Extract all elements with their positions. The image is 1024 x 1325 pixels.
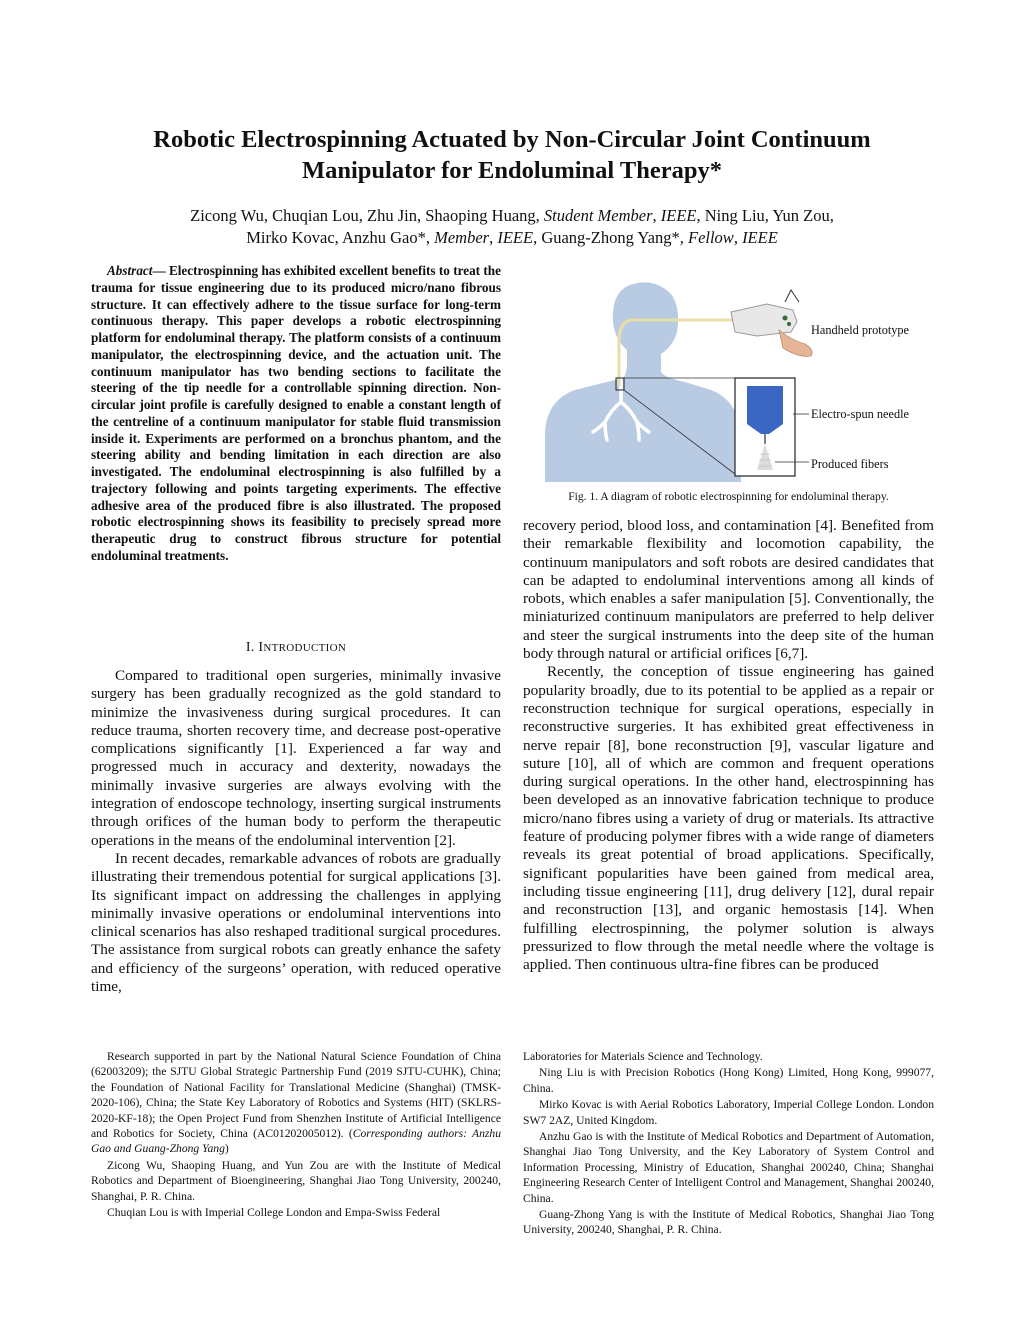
author-list xyxy=(100,205,924,249)
author-names: , Guang-Zhong Yang*, xyxy=(533,228,688,247)
figure-illustration xyxy=(535,282,935,487)
section-initial: I xyxy=(258,640,264,655)
footnote-funding xyxy=(91,1049,501,1157)
footnote-text: Research supported in part by the National Natural Science Foundation of China (62003209); the SJTU Global Strategic Partnership Fund (2019 SJTU-CUHK), China; the Foundation of National Facility for Translational Medicine (Shanghai) (TMSK-2020-106), China; the State Key Laboratory of Robotics and Systems (HIT) (SKLRS-2020-KF-18); the Open Project Fund from Shenzhen Institute of Artificial Intelligence and Robotics for Society, China (AC01202005012). ( xyxy=(91,1050,501,1141)
author-role: Fellow xyxy=(687,228,734,247)
abstract xyxy=(91,263,501,565)
footnotes-left xyxy=(91,1049,501,1221)
footnote: Guang-Zhong Yang is with the Institute of Medical Robotics, Shanghai Jiao Tong University, 200240, Shanghai, P. R. China. xyxy=(523,1208,934,1237)
right-body-text xyxy=(523,517,934,974)
section-number: I. xyxy=(245,640,259,655)
author-ieee: IEEE xyxy=(742,228,778,247)
paragraph: Compared to traditional open surgeries, minimally invasive surgery has been gradually recognized as the gold standard to minimize the invasiveness during surgical procedures. It can reduce trauma, shorten recovery time, and decrease post-operative complications significantly [1]. Experienced a far way and progressed much in accuracy and dexterity, nowadays the minimally invasive surgeries are always evolving with the integration of endoscope technology, inserting surgical instruments through orifices of the human body to perform the therapeutic operations in the means of the endoluminal intervention [2]. xyxy=(91,667,501,849)
footnote: Ning Liu is with Precision Robotics (Hong Kong) Limited, Hong Kong, 999077, China. xyxy=(523,1066,934,1095)
paragraph: recovery period, blood loss, and contamination [4]. Benefited from their remarkable flexibility and locomotion capability, the continuum manipulators and soft robots are desired candidates that can be adapted to endoluminal interventions among all kinds of robots, which enables a safer manipulation [5]. Conventionally, the miniaturized continuum manipulators are preferred to help deliver and steer the surgical instruments into the deep site of the human body through natural or artificial orifices [6,7]. xyxy=(523,517,934,663)
handheld-prototype xyxy=(731,290,812,356)
human-silhouette xyxy=(545,282,741,482)
figure-1 xyxy=(535,282,935,487)
abstract-text: — Electrospinning has exhibited excellent benefits to treat the trauma for tissue engineering due to its produced micro/nano fibrous structure. It can effectively adhere to the tissue surface for long-term continuous therapy. This paper develops a robotic electrospinning platform for endoluminal therapy. The platform consists of a continuum manipulator, the electrospinning device, and the actuation unit. The continuum manipulator has two bending sections to facilitate the steering of the tip needle for a controllable spinning direction. Non-circular joint profile is carefully designed to enable a constant length of the centreline of a continuum manipulator for stable fluid transmission inside it. Experiments are performed on a bronchus phantom, and the steering ability and bending limitation in each direction are also investigated. The endoluminal electrospinning is also fulfilled by a trajectory following and points targeting experiments. The effective adhesive area of the produced fibre is also illustrated. The proposed robotic electrospinning shows its feasibility to precisely spread more therapeutic drug to construct fibrous structure for potential endoluminal treatments. xyxy=(91,263,501,563)
section-rest: NTRODUCTION xyxy=(263,642,347,654)
author-sep: , xyxy=(489,228,498,247)
author-ieee: IEEE xyxy=(497,228,534,247)
author-role: Student Member xyxy=(543,206,653,225)
paper-title: Robotic Electrospinning Actuated by Non-Circular Joint Continuum Manipulator for Endoluminal Therapy* xyxy=(153,126,871,184)
footnote: Zicong Wu, Shaoping Huang, and Yun Zou are with the Institute of Medical Robotics and Department of Bioengineering, Shanghai Jiao Tong University, 200240, Shanghai, P. R. China. xyxy=(91,1158,501,1203)
author-names: Zicong Wu, Chuqian Lou, Zhu Jin, Shaoping Huang, xyxy=(190,206,544,225)
section-heading-introduction xyxy=(91,640,501,656)
author-ieee: IEEE xyxy=(660,206,697,225)
label-produced-fibers: Produced fibers xyxy=(811,457,889,471)
author-line-2 xyxy=(100,227,924,249)
footnotes-right xyxy=(523,1049,934,1239)
author-line-1 xyxy=(100,205,924,227)
footnote: Anzhu Gao is with the Institute of Medical Robotics and Department of Automation, Shanghai Jiao Tong University, and the Key Laboratory of System Control and Information Processing, Ministry of Education, Shanghai 200240, China; Shanghai Engineering Research Center of Intelligent Control and Management, Shanghai 200240, China. xyxy=(523,1130,934,1205)
author-sep: , xyxy=(733,228,743,247)
label-handheld-prototype: Handheld prototype xyxy=(811,323,910,337)
author-names: Mirko Kovac, Anzhu Gao*, xyxy=(246,228,435,247)
footnote: Mirko Kovac is with Aerial Robotics Laboratory, Imperial College London. London SW7 2AZ, United Kingdom. xyxy=(523,1098,934,1127)
figure-caption: Fig. 1. A diagram of robotic electrospinning for endoluminal therapy. xyxy=(568,490,889,503)
footnote: Laboratories for Materials Science and Technology. xyxy=(523,1050,763,1063)
author-names: , Ning Liu, Yun Zou, xyxy=(696,206,834,225)
label-electro-spun-needle: Electro-spun needle xyxy=(811,407,909,421)
left-body-text xyxy=(91,667,501,996)
needle-reservoir xyxy=(747,386,783,424)
paragraph: Recently, the conception of tissue engineering has gained popularity broadly, due to its potential to be applied as a repair or reconstruction technique for surgical operations, especially in reconstructive surgeries. It has exhibited great effectiveness in nerve repair [8], bone reconstruction [9], vascular ligature and suture [10], all of which are common and frequent operations during surgical operations. In the other hand, electrospinning has been developed as an innovative fabrication technique to produce micro/nano fibres using a variety of drug or materials. Its attractive feature of producing polymer fibres with a wide range of diameters reveals its great potential of broad applications. Specifically, significant popularities have been gained from medical area, including tissue engineering [11], drug delivery [12], dural repair and reconstruction [13], and organic hemostasis [14]. When fulfilling electrospinning, the polymer solution is always pressurized to flow through the metal needle where the voltage is applied. Then continuous ultra-fine fibres can be produced xyxy=(523,663,934,974)
author-role: Member xyxy=(434,228,490,247)
abstract-label: Abstract xyxy=(107,263,153,278)
author-sep: , xyxy=(652,206,661,225)
footnote-corresponding: Corresponding authors: Anzhu Gao and Guang-Zhong Yang xyxy=(91,1127,501,1156)
paragraph: In recent decades, remarkable advances of robots are gradually illustrating their tremendous potential for surgical applications [3]. Its significant impact on addressing the challenges in applying minimally invasive operations or endoluminal interventions into clinical scenarios has also reshaped traditional surgical procedures. The assistance from surgical robots can greatly enhance the safety and efficiency of the surgeons’ operation, with reduced operative time, xyxy=(91,849,501,996)
footnote: Chuqian Lou is with Imperial College London and Empa-Swiss Federal xyxy=(107,1206,441,1220)
footnote-text: ) xyxy=(224,1142,229,1156)
